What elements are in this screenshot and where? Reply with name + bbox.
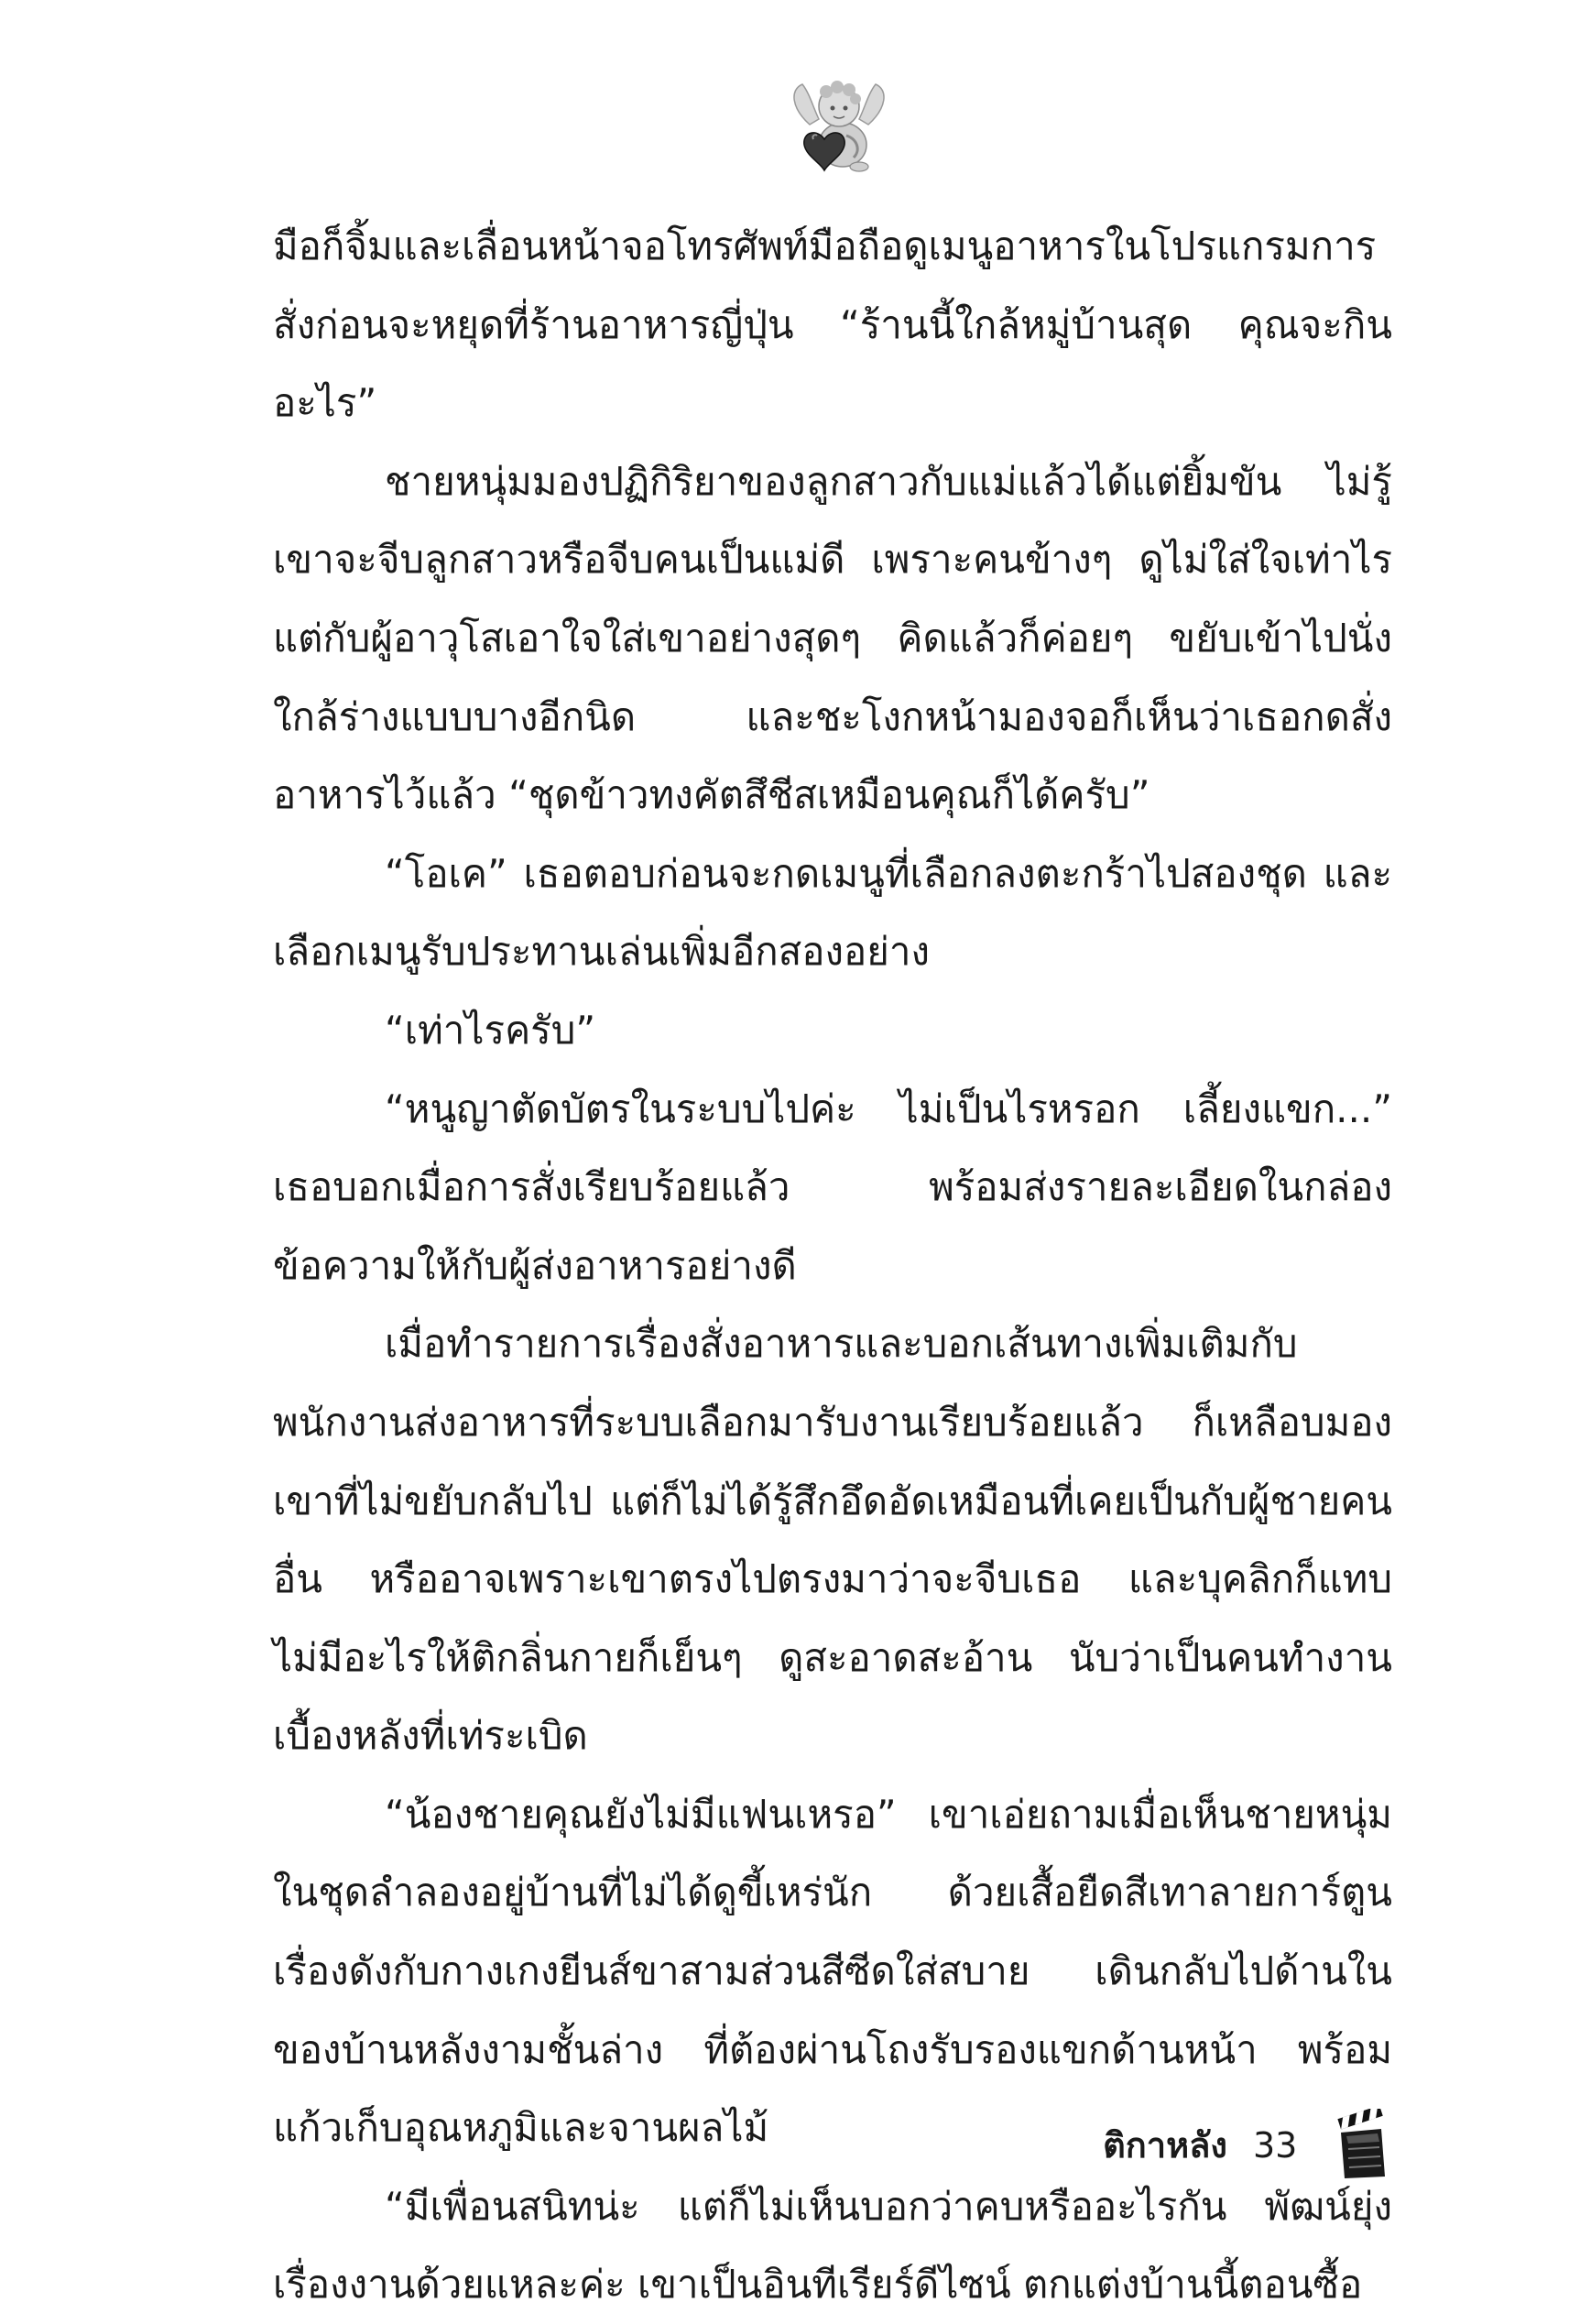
page-footer	[1053, 2107, 1411, 2189]
paragraph: “มีเพื่อนสนิทน่ะ แต่ก็ไม่เห็นบอกว่าคบหรืออะไรกัน พัฒน์ยุ่งเรื่องงานด้วยแหละค่ะ เขาเป็นอินทีเรียร์ดีไซน์ ตกแต่งบ้านนี้ตอนซื้อ	[273, 2183, 1392, 2308]
paragraph: “หนูญาตัดบัตรในระบบไปค่ะ ไม่เป็นไรหรอก เลี้ยงแขก...” เธอบอกเมื่อการสั่งเรียบร้อยแล้ว พร้อมส่งรายละเอียดในกล่องข้อความให้กับผู้ส่งอาหารอย่างดี	[273, 1086, 1392, 1288]
paragraph: “โอเค” เธอตอบก่อนจะกดเมนูที่เลือกลงตะกร้าไปสองชุด และเลือกเมนูรับประทานเล่นเพิ่มอีกสองอย่าง	[273, 850, 1392, 975]
paragraph: มือก็จิ้มและเลื่อนหน้าจอโทรศัพท์มือถือดูเมนูอาหารในโปรแกรมการสั่งก่อนจะหยุดที่ร้านอาหารญี่ปุ่น “ร้านนี้ใกล้หมู่บ้านสุด คุณจะกินอะไร”	[273, 224, 1392, 426]
paragraph: เมื่อทำรายการเรื่องสั่งอาหารและบอกเส้นทางเพิ่มเติมกับพนักงานส่งอาหารที่ระบบเลือกมารับงานเรียบร้อยแล้ว ก็เหลือบมองเขาที่ไม่ขยับกลับไป แต่ก็ไม่ได้รู้สึกอึดอัดเหมือนที่เคยเป็นกับผู้ชายคนอื่น หรืออาจเพราะเขาตรงไปตรงมาว่าจะจีบเธอ และบุคลิกก็แทบไม่มีอะไรให้ติกลิ่นกายก็เย็นๆ ดูสะอาดสะอ้าน นับว่าเป็นคนทำงานเบื้องหลังที่เท่ระเบิด	[273, 1321, 1392, 1759]
page-number: 33	[1253, 2125, 1298, 2166]
paragraph: “น้องชายคุณยังไม่มีแฟนเหรอ” เขาเอ่ยถามเมื่อเห็นชายหนุ่มในชุดลำลองอยู่บ้านที่ไม่ได้ดูขี้เหร่นัก ด้วยเสื้อยืดสีเทาลายการ์ตูนเรื่องดังกับกางเกงยีนส์ขาสามส่วนสีซีดใส่สบาย เดินกลับไปด้านในของบ้านหลังงามชั้นล่าง ที่ต้องผ่านโถงรับรองแขกด้านหน้า พร้อมแก้วเก็บอุณหภูมิและจานผลไม้	[273, 1791, 1392, 2151]
paragraph: ชายหนุ่มมองปฏิกิริยาของลูกสาวกับแม่แล้วได้แต่ยิ้มขัน ไม่รู้เขาจะจีบลูกสาวหรือจีบคนเป็นแม่ดี เพราะคนข้างๆ ดูไม่ใส่ใจเท่าไรแต่กับผู้อาวุโสเอาใจใส่เขาอย่างสุดๆ คิดแล้วก็ค่อยๆ ขยับเข้าไปนั่งใกล้ร่างแบบบางอีกนิด และชะโงกหน้ามองจอก็เห็นว่าเธอกดสั่งอาหารไว้แล้ว “ชุดข้าวทงคัตสึชีสเหมือนคุณก็ได้ครับ”	[273, 458, 1392, 818]
paragraph: “เท่าไรครับ”	[385, 1007, 596, 1053]
cupid-heart-icon	[782, 71, 896, 185]
clapperboard-icon	[1335, 2109, 1389, 2180]
running-title: ติกาหลัง	[1103, 2125, 1227, 2166]
body-text	[273, 207, 1392, 2324]
